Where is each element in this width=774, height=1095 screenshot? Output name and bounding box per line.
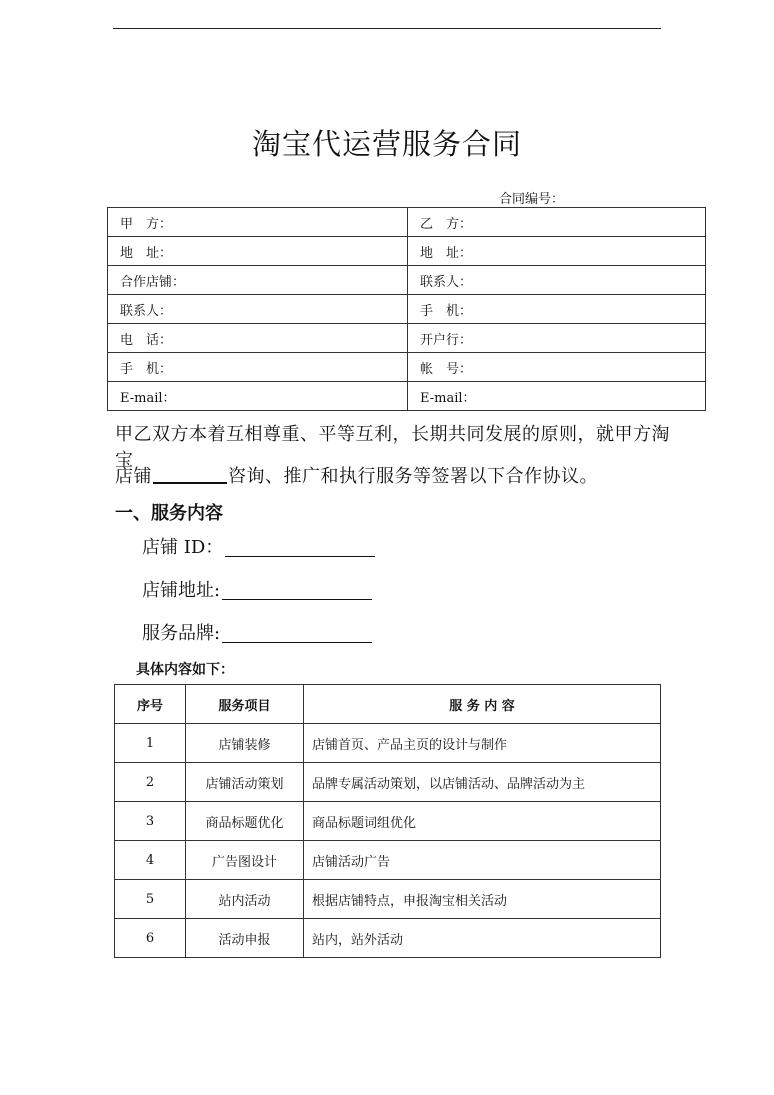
contract-number-label: 合同编号： bbox=[499, 192, 565, 207]
party-b-contact-label: 联系人： bbox=[408, 266, 706, 295]
shop-id-label: 店铺 ID： bbox=[142, 537, 224, 558]
party-a-label: 甲 方： bbox=[108, 208, 408, 237]
document-title: 淘宝代运营服务合同 bbox=[251, 127, 522, 161]
table-row bbox=[115, 724, 661, 763]
intro-paragraph-line1: 甲乙双方本着互相尊重、平等互利，长期共同发展的原则，就甲方淘宝 bbox=[115, 424, 670, 471]
paragraph-text: 店铺 bbox=[115, 466, 152, 487]
table-row bbox=[115, 802, 661, 841]
service-brand-blank bbox=[222, 622, 372, 643]
service-content: 站内，站外活动 bbox=[304, 919, 661, 958]
table-row bbox=[115, 763, 661, 802]
party-a-email-label: E-mail： bbox=[108, 382, 408, 411]
shop-address-label: 店铺地址: bbox=[142, 580, 221, 601]
table-row bbox=[115, 880, 661, 919]
party-b-label: 乙 方： bbox=[408, 208, 706, 237]
row-number: 4 bbox=[115, 841, 186, 880]
service-item: 活动申报 bbox=[186, 919, 304, 958]
shop-address-blank bbox=[222, 579, 372, 600]
column-header-number: 序号 bbox=[115, 685, 186, 724]
details-heading: 具体内容如下： bbox=[136, 662, 234, 678]
table-row bbox=[108, 208, 706, 237]
party-b-address-label: 地 址： bbox=[408, 237, 706, 266]
table-row bbox=[108, 266, 706, 295]
shop-name-blank bbox=[153, 464, 227, 484]
paragraph-text: 咨询、推广和执行服务等签署以下合作协议。 bbox=[228, 466, 598, 487]
party-a-mobile-label: 手 机： bbox=[108, 353, 408, 382]
row-number: 5 bbox=[115, 880, 186, 919]
party-a-phone-label: 电 话： bbox=[108, 324, 408, 353]
row-number: 1 bbox=[115, 724, 186, 763]
table-row bbox=[108, 295, 706, 324]
table-row bbox=[115, 919, 661, 958]
service-content: 品牌专属活动策划，以店铺活动、品牌活动为主 bbox=[304, 763, 661, 802]
party-b-bank-label: 开户行： bbox=[408, 324, 706, 353]
service-item: 店铺装修 bbox=[186, 724, 304, 763]
section-heading-service-content: 一、服务内容 bbox=[115, 503, 223, 524]
shop-address-field bbox=[142, 576, 372, 602]
service-item: 站内活动 bbox=[186, 880, 304, 919]
party-b-account-label: 帐 号： bbox=[408, 353, 706, 382]
party-info-table bbox=[107, 207, 706, 411]
table-row bbox=[108, 237, 706, 266]
row-number: 2 bbox=[115, 763, 186, 802]
column-header-service-item: 服务项目 bbox=[186, 685, 304, 724]
service-content: 商品标题词组优化 bbox=[304, 802, 661, 841]
table-row bbox=[115, 841, 661, 880]
service-table bbox=[114, 684, 661, 958]
service-item: 商品标题优化 bbox=[186, 802, 304, 841]
column-header-service-content: 服 务 内 容 bbox=[304, 685, 661, 724]
intro-paragraph-line2 bbox=[115, 462, 675, 488]
header-rule bbox=[113, 28, 661, 29]
party-b-mobile-label: 手 机： bbox=[408, 295, 706, 324]
service-brand-field bbox=[142, 619, 372, 645]
table-row bbox=[108, 324, 706, 353]
partner-shop-label: 合作店铺： bbox=[108, 266, 408, 295]
table-row bbox=[108, 353, 706, 382]
row-number: 6 bbox=[115, 919, 186, 958]
party-a-contact-label: 联系人： bbox=[108, 295, 408, 324]
service-content: 根据店铺特点，申报淘宝相关活动 bbox=[304, 880, 661, 919]
service-content: 店铺活动广告 bbox=[304, 841, 661, 880]
table-row bbox=[108, 382, 706, 411]
shop-id-field bbox=[142, 533, 375, 559]
table-header-row bbox=[115, 685, 661, 724]
party-b-email-label: E-mail： bbox=[408, 382, 706, 411]
service-brand-label: 服务品牌: bbox=[142, 623, 221, 644]
row-number: 3 bbox=[115, 802, 186, 841]
shop-id-blank bbox=[225, 536, 375, 557]
party-a-address-label: 地 址： bbox=[108, 237, 408, 266]
service-item: 店铺活动策划 bbox=[186, 763, 304, 802]
service-item: 广告图设计 bbox=[186, 841, 304, 880]
service-content: 店铺首页、产品主页的设计与制作 bbox=[304, 724, 661, 763]
